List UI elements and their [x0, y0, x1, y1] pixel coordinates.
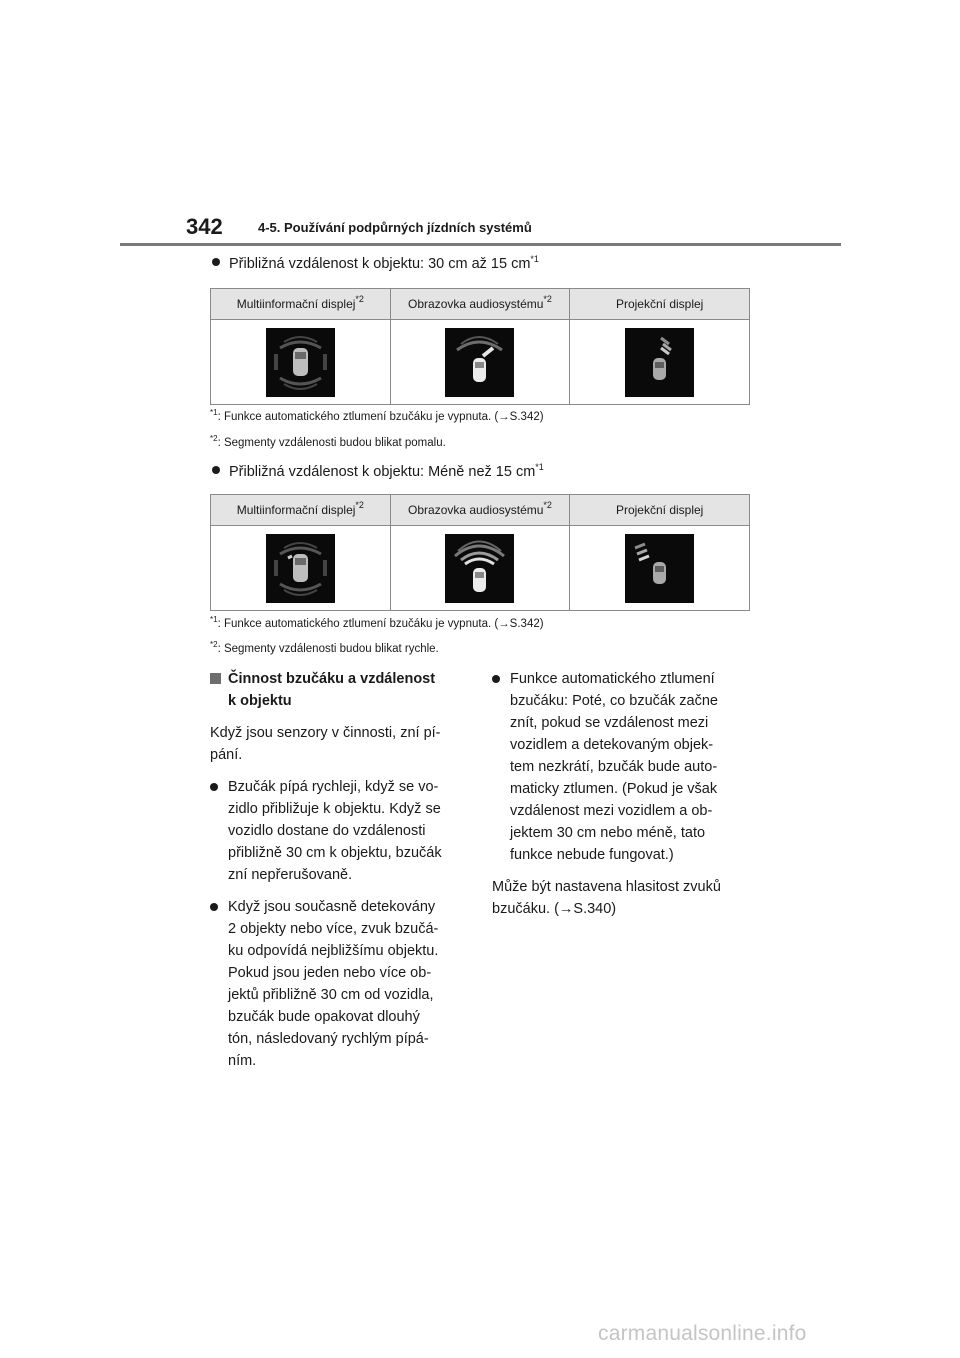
cell-audio	[390, 526, 570, 611]
footnote: $^{*1}$: Funkce automatického ztlumení bzučáku je vypnuta. (→S.342)	[210, 408, 544, 423]
col-header-multi-info: Multiinformační displej$^{*2}$	[211, 495, 391, 526]
bullet-dot	[210, 903, 218, 911]
footnote: $^{*2}$: Segmenty vzdálenosti budou blikat pomalu.	[210, 434, 446, 449]
bullet-dot	[210, 783, 218, 791]
buzzer-subheading: Činnost bzučáku a vzdálenost k objektu	[210, 668, 470, 712]
multi-info-display-sensors-icon	[266, 534, 335, 603]
footnote: $^{*2}$: Segmenty vzdálenosti budou blikat rychle.	[210, 640, 439, 655]
cell-hud	[570, 320, 750, 405]
heading-sup: *1	[530, 254, 539, 264]
audio-screen-sensors-icon	[445, 534, 514, 603]
watermark: carmanualsonline.info	[598, 1322, 807, 1345]
distance-heading-1	[212, 256, 539, 272]
head-up-display-sensors-icon	[625, 328, 694, 397]
cell-multi-info	[211, 526, 391, 611]
col-header-audio: Obrazovka audiosystému$^{*2}$	[390, 495, 570, 526]
cell-multi-info	[211, 320, 391, 405]
list-item: Když jsou současně detekovány 2 objekty nebo více, zvuk bzučá- ku odpovídá nejbližšímu objektu. Pokud jsou jeden nebo více ob- jektů přibližně 30 cm od vozidla, bzučák bude opakovat dlouhý tón, následovaný rychlým pípá- ním.	[210, 896, 470, 1072]
distance-heading-2	[212, 464, 544, 480]
page-number: 342	[186, 214, 223, 239]
bullet-dot	[212, 466, 220, 474]
footnote: $^{*1}$: Funkce automatického ztlumení bzučáku je vypnuta. (→S.342)	[210, 615, 544, 630]
heading-text: Přibližná vzdálenost k objektu: Méně než 15 cm	[229, 464, 536, 480]
col-header-hud: Projekční displej	[570, 495, 750, 526]
section-title: 4-5. Používání podpůrných jízdních systémů	[258, 220, 532, 235]
col-header-hud: Projekční displej	[570, 289, 750, 320]
bullet-dot	[212, 258, 220, 266]
display-table-2	[210, 494, 750, 611]
bullet-dot	[492, 675, 500, 683]
heading-text: Přibližná vzdálenost k objektu: 30 cm až 15 cm	[229, 256, 531, 272]
col-header-multi-info: Multiinformační displej$^{*2}$	[211, 289, 391, 320]
audio-screen-sensors-icon	[445, 328, 514, 397]
head-up-display-sensors-icon	[625, 534, 694, 603]
heading-sup: *1	[535, 462, 544, 472]
display-table-1	[210, 288, 750, 405]
list-item: Bzučák pípá rychleji, když se vo- zidlo přibližuje k objektu. Když se vozidlo dostane do vzdálenosti přibližně 30 cm k objektu, bzučák zní nepřerušovaně.	[210, 776, 470, 886]
cell-audio	[390, 320, 570, 405]
left-column	[210, 668, 470, 1072]
volume-paragraph: Může být nastavena hlasitost zvuků bzučáku. (→S.340)	[492, 879, 721, 917]
intro-paragraph: Když jsou senzory v činnosti, zní pí- pání.	[210, 725, 441, 763]
cell-hud	[570, 526, 750, 611]
right-column	[492, 668, 754, 920]
square-bullet-icon	[210, 673, 221, 684]
col-header-audio: Obrazovka audiosystému$^{*2}$	[390, 289, 570, 320]
list-item: Funkce automatického ztlumení bzučáku: Poté, co bzučák začne znít, pokud se vzdálenost mezi vozidlem a detekovaným objek- tem nezkrátí, bzučák bude auto- maticky ztlumen. (Pokud je však vzdálenost mezi vozidlem a ob- jektem 30 cm nebo méně, tato funkce nebude fungovat.)	[492, 668, 754, 866]
header-rule	[120, 243, 841, 246]
multi-info-display-sensors-icon	[266, 328, 335, 397]
